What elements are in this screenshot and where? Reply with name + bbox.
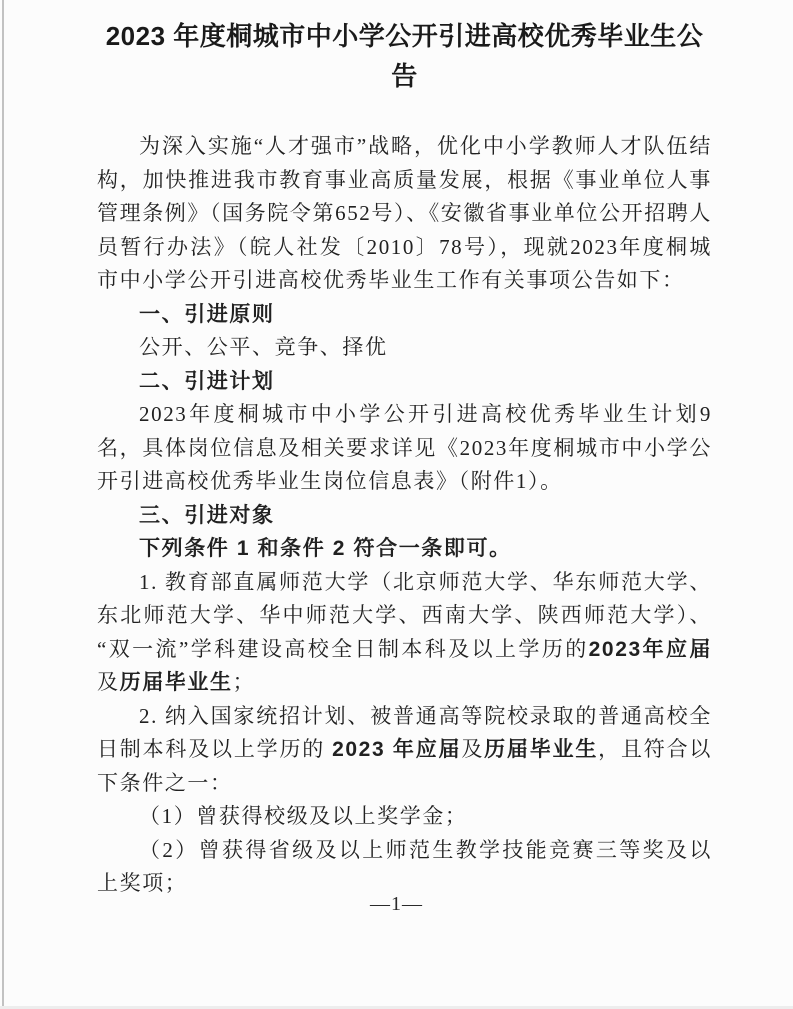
text-run: 及 xyxy=(97,670,120,694)
text-run: 1. 教育部直属师范大学（北京师范大学、华东师范大学、东北师范大学、华中师范大学、西南大学、陕西师范大学）、“双一流”学科建设高校全日制本科及以上学历的 xyxy=(97,569,712,661)
document-content xyxy=(97,16,712,901)
paragraph xyxy=(97,398,712,499)
paragraph xyxy=(97,532,712,566)
paragraph xyxy=(97,834,712,901)
text-run: （2）曾获得省级及以上师范生教学技能竞赛三等奖及以上奖项； xyxy=(97,837,712,895)
text-run: 2023年度桐城市中小学公开引进高校优秀毕业生计划9名，具体岗位信息及相关要求详见《2023年度桐城市中小学公开引进高校优秀毕业生岗位信息表》（附件1）。 xyxy=(97,402,712,493)
text-run: 历届毕业生 xyxy=(484,738,599,761)
text-run: ； xyxy=(232,670,256,694)
text-run: ，且符合以下条件之一： xyxy=(97,737,712,795)
paragraph xyxy=(97,331,712,365)
text-run: 二、引进计划 xyxy=(139,369,275,393)
paragraph xyxy=(97,130,712,298)
text-run: 为深入实施“人才强市”战略，优化中小学教师人才队伍结构，加快推进我市教育事业高质量发展，根据《事业单位人事管理条例》（国务院令第652号）、《安徽省事业单位公开招聘人员暂行办法》（皖人社发〔2010〕78号），现就2023年度桐城市中小学公开引进高校优秀毕业生工作有关事项公告如下： xyxy=(97,134,712,292)
section-heading xyxy=(97,365,712,399)
text-run: 下列条件 1 和条件 2 符合一条即可。 xyxy=(139,537,512,560)
text-run: 2023年应届 xyxy=(588,637,713,661)
text-run: 2. 纳入国家统招计划、被普通高等院校录取的普通高校全日制本科及以上学历的 xyxy=(97,703,712,761)
section-heading xyxy=(97,499,712,533)
text-run: （1）曾获得校级及以上奖学金； xyxy=(139,804,468,828)
text-run: 历届毕业生 xyxy=(119,671,233,694)
text-run: 一、引进原则 xyxy=(139,302,275,326)
text-run: 2023 年应届 xyxy=(332,738,462,761)
scan-edge-line xyxy=(2,0,4,1009)
document-title: 2023 年度桐城市中小学公开引进高校优秀毕业生公告 xyxy=(105,21,704,91)
text-run: 三、引进对象 xyxy=(139,503,275,527)
page-number: —1— xyxy=(370,893,423,915)
section-heading xyxy=(97,298,712,332)
text-run: 及 xyxy=(461,737,485,761)
text-run: 公开、公平、竞争、择优 xyxy=(139,335,388,359)
paragraph xyxy=(97,566,712,700)
paragraph xyxy=(97,800,712,834)
paragraph xyxy=(97,700,712,801)
document-body xyxy=(97,130,712,901)
